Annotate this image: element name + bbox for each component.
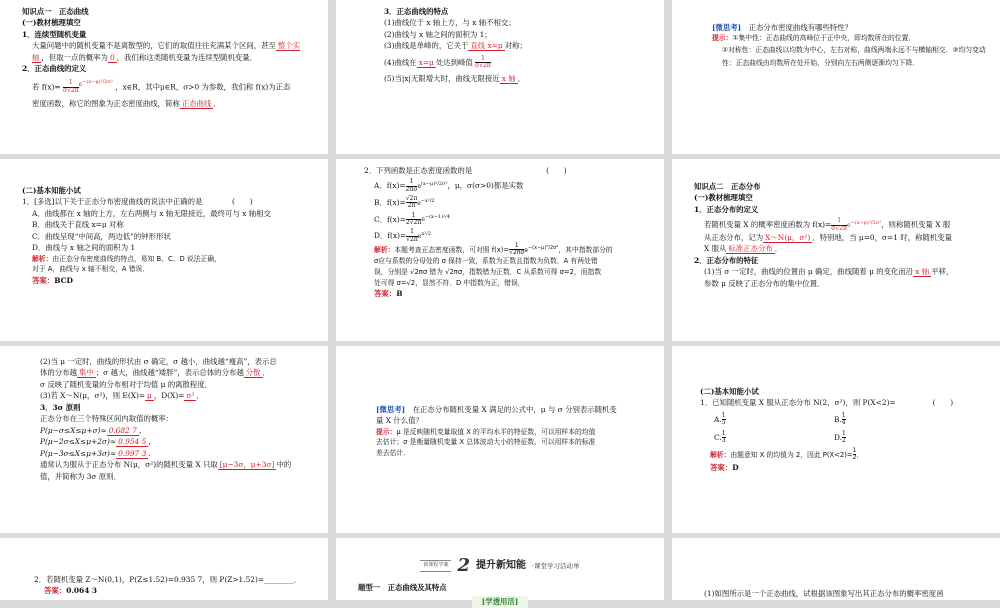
punctuation: ． — [517, 74, 526, 84]
hint-label: 提示： — [376, 427, 397, 436]
hint-text: 去估计；σ 是衡量随机变量 X 总体波动大小的特征数，可以用样本的标准 — [376, 438, 596, 447]
slide-normal-curve-features — [336, 0, 664, 154]
subsection-heading: (一)教材梳理填空 — [22, 18, 81, 28]
paragraph-text: 值，并简称为 3σ 原则． — [40, 471, 121, 481]
paragraph-text: ．特别地，当 μ=0，σ=1 时，称随机变量 — [812, 233, 953, 242]
slide-quick-test-4 — [0, 538, 328, 600]
hint-label: 提示： — [712, 34, 733, 43]
item-heading: 3．正态曲线的特点 — [384, 7, 449, 16]
exponent-glyph: e−(x−μ)²/2σ² — [78, 78, 113, 88]
fill-blank: 0.954 5 — [118, 437, 147, 447]
question-text: 在正态分布随机变量 X 满足的公式中，μ 与 σ 分别表示随机变 — [412, 405, 617, 414]
analysis-label: 解析： — [374, 245, 395, 254]
analysis-fraction — [853, 448, 857, 462]
analysis-label: 解析： — [32, 254, 53, 263]
question-text: 1．已知随机变量 X 服从正态分布 N(2，σ²)，则 P(X<2)= — [700, 398, 896, 408]
option-fraction — [722, 413, 726, 427]
denominator: 2 — [852, 454, 857, 462]
answer-label: 答案： — [374, 289, 397, 299]
analysis-text: 由正态分布密度曲线的特点，易知 B、C、D 说法正确， — [52, 254, 221, 263]
paragraph-text: 大量问题中的随机变量不是离散型的，它们的取值往往充满某个区间，甚至 — [32, 41, 276, 51]
numerator: 1 — [852, 447, 857, 455]
answer-label: 答案： — [44, 586, 67, 596]
section-title: 知识点二 正态分布 — [694, 182, 761, 191]
brand-logo: 新课程学案 — [420, 560, 451, 572]
paragraph-text: (1)当 σ 一定时，曲线的位置由 μ 确定，曲线随着 μ 的变化而沿 — [704, 267, 914, 277]
denominator: 5 — [721, 419, 726, 427]
option-a: ，μ，σ(σ>0)都是实数 — [447, 181, 524, 191]
formula-fraction: $\frac{1}{2√2\pi}$ — [405, 211, 422, 226]
slide-quick-test-3: (二)基本知能小试 1．已知随机变量 X 服从正态分布 N(2，σ²)，则 P(X<2)= ( ) A. $\frac{1}{5}$ B. $\frac{1}{4}$ C. $\frac{1}{3}$ D. $\frac{1}{2}$ 解析：由题意知 X 的均值为 2，因此 P(X<2)= $\frac{1}{2}$ ． 答案：D — [672, 346, 1000, 533]
question-text: 正态分布密度曲线有哪些特性？ — [748, 23, 853, 32]
option-c: C．曲线呈现“中间高，两边低”的钟形形状 — [32, 231, 171, 241]
answer-value: 0.064 3 — [66, 586, 98, 596]
paragraph-text: ，x∈R，其中μ∈R，σ>0 为参数，我们称 f(x)为正态 — [115, 82, 291, 92]
option-d: D．曲线与 x 轴之间的面积为 1 — [32, 243, 136, 253]
formula-fraction: $\frac{√2\pi}{2\pi}$ — [405, 195, 418, 210]
slide-normal-distribution: 知识点二 正态分布 (一)教材梳理填空 1．正态分布的定义 若随机变量 X 的概率密度函数为 f(x)= $\frac{1}{\sigma√2\pi}$ $e^{-(x-\mu)^2/2\sigma^2}$，则称随机变量 X 服 从正态分布，记为 X～N(μ，σ²) ．特别地，当 μ=0，σ=1 时，称随机变量 X 服从 标准正态分布 ． 2．正态分布的特征 (1)当 σ 一定时，曲线的位置由 μ 确定，曲线随着 μ 的变化而沿 x 轴 平移， 参数 μ 反映了正态分布的集中位置． — [672, 159, 1000, 341]
numerator: 1 — [841, 411, 846, 419]
option-b: B．f(x)= — [374, 197, 406, 207]
chapter-number: 2 — [457, 555, 470, 576]
answer-label: 答案： — [710, 462, 733, 472]
item-heading: 1．连续型随机变量 — [22, 29, 87, 39]
section-tag: [学透用活] — [472, 596, 529, 607]
formula-fraction: $\frac{1}{√2\pi\sigma}$ — [509, 241, 525, 257]
peak-formula: $\frac{1}{\sigma√2\pi}$ — [475, 54, 491, 70]
punctuation: ． — [262, 368, 270, 378]
section-title: 知识点一 正态曲线 — [22, 7, 89, 16]
option-a — [714, 413, 834, 427]
paragraph-text: 平移， — [931, 267, 954, 277]
analysis-text: σ应与系数的分母处的 σ 保持一致，系数为正数且指数为负数．A 有两处错 — [374, 257, 598, 266]
option-c: C．f(x)= — [374, 214, 406, 224]
fill-blank: μ — [147, 391, 152, 401]
item-heading: 3．3σ 原则 — [40, 402, 81, 412]
option-c — [714, 431, 834, 445]
density-formula: $\frac{1}{\sigma√2\pi}$ — [831, 217, 847, 232]
subsection-heading: (二)基本知能小试 — [22, 186, 81, 195]
item-heading: 2．正态分布的特征 — [694, 255, 759, 265]
numerator: 1 — [842, 429, 846, 437]
fill-blank: 标准正态分布 — [728, 244, 773, 254]
paragraph-text: ，D(X)= — [153, 391, 185, 401]
subsection-heading: (一)教材梳理填空 — [694, 193, 753, 203]
option-b: B．曲线关于直线 x=μ 对称 — [32, 220, 124, 230]
item-heading: 1．正态分布的定义 — [694, 204, 759, 214]
fill-blank: 集中 — [78, 368, 94, 378]
option-a: A．f(x)= — [374, 181, 406, 191]
analysis-text: 对于 A，曲线与 x 轴不相交，A 错误． — [32, 265, 150, 274]
paragraph-text: 参数 μ 反映了正态分布的集中位置． — [704, 278, 825, 288]
option-letter: B. — [834, 414, 842, 424]
option-a: A．曲线都在 x 轴的上方，左右两侧与 x 轴无限接近，最终可与 x 轴相交 — [32, 208, 271, 218]
option-b — [834, 413, 846, 427]
answer-value: D — [732, 462, 739, 472]
paragraph-text: 正态分布在三个特殊区间内取值的概率： — [40, 414, 174, 424]
formula-fraction: $\frac{1}{2\pi\sigma}$ — [405, 178, 418, 193]
answer-paren: ( ) — [932, 398, 954, 408]
analysis-text: 本题考查正态密度函数，可对照 f(x)= — [394, 245, 510, 254]
question-text: (1)如图所示是一个正态曲线，试根据该图象写出其正态分布的概率密度函 — [704, 589, 944, 598]
slide-micro-thinking-2 — [336, 346, 664, 533]
slide-3sigma-rule: (2)当 μ 一定时，曲线的形状由 σ 确定，σ 越小，曲线越“瘦高”，表示总 体的分布越 集中 ；σ 越大，曲线越“矮胖”，表示总体的分布越 分散 ． σ 反映了随机变量的分布相对于均值 μ 的离散程度． (3)若 X～N(μ，σ²)，则 E(X)= μ ，D(X)= σ² ． 3．3σ 原则 正态分布在三个特殊区间内取值的概率： P(μ−σ≤X≤μ+σ)≈ 0.682 7 ， P(μ−2σ≤X≤μ+2σ)≈ 0.954 5 ， P(μ−3σ≤X≤μ+3σ)≈ 0.997 3 ． 通常认为服从于正态分布 N(μ，σ²)的随机变量 X 只取 [μ−3σ，μ+3σ] 中的 值，并简称为 3σ 原则． — [0, 346, 328, 533]
denominator: 2 — [842, 436, 846, 444]
paragraph-text: σ 反映了随机变量的分布相对于均值 μ 的离散程度． — [40, 379, 213, 389]
analysis-text: 处可得 σ=√2，显然不符．D 中指数为正，错误． — [374, 278, 525, 287]
punctuation: ． — [774, 244, 783, 254]
paragraph-text: (3)若 X～N(μ，σ²)，则 E(X)= — [40, 391, 146, 401]
paragraph-text: 中的 — [276, 460, 292, 470]
question-text: 2．若随机变量 Z～N(0,1)，P(Z≤1.52)=0.935 7，则 P(Z>1.52)=________． — [34, 575, 302, 584]
analysis-text: 误，分别是 √2πσ 错为 √2πσ，指数错为正数．C 从系数可得 σ=2，而指数 — [374, 267, 602, 276]
slide-quick-test-2: 2．下列函数是正态密度函数的是 ( ) A．f(x)= $\frac{1}{2\pi\sigma}$ $e^{(x-\mu)^2/2\sigma^2}$，μ，σ(σ>0)都是实数 B．f(x)= $\frac{√2\pi}{2\pi}$ $e^{-x^2/2}$ C．f(x)= $\frac{1}{2√2\pi}$ $e^{-(x-1)^2/4}$ D．f(x)= $\frac{1}{√2\pi}$ $e^{x^2/2}$ 解析：本题考查正态密度函数，可对照 f(x)= $\frac{1}{√2\pi\sigma}$ $e^{-(x-\mu)^2/2\sigma^2}$，其中指数部分的 σ应与系数的分母处的 σ 保持一致，系数为正数且指数为负数．A 有两处错 误，分别是 √2πσ 错为 √2πσ，指数错为正数．C 从系数可得 σ=2，而指数 处可得 σ=√2，显然不符．D 中指数为正，错误． 答案：B — [336, 159, 664, 341]
formula-text: 若 f(x)= — [32, 82, 61, 92]
analysis-label: 解析： — [710, 450, 731, 459]
fill-blank: 分散 — [245, 368, 261, 378]
fill-blank: x=μ — [418, 57, 434, 67]
punctuation: ． — [196, 391, 204, 401]
fill-blank: x 轴 — [501, 74, 516, 84]
paragraph-text: ，但取一点的概率为 — [41, 52, 108, 62]
question-text: 1．[多选]以下关于正态分布密度曲线的说法中正确的是 — [22, 197, 203, 207]
hint-text: μ 是反映随机变量取值 X 的平均水平的特征数，可以用样本的均值 — [396, 427, 596, 436]
paragraph-text: ；σ 越大，曲线越“矮胖”，表示总体的分布越 — [95, 368, 244, 378]
analysis-text: 由题意知 X 的均值为 2，因此 P(X<2)= — [730, 450, 853, 459]
density-formula: $\frac{1}{\sigma√2\pi}$ — [62, 79, 79, 94]
paragraph-text: X 服从 — [704, 244, 727, 254]
hint-text: ②对称性：正态曲线以均数为中心，左右对称，曲线两端永远不与横轴相交．③均匀变动性：正态曲线由均数所在处开始，分别向左右两侧逐渐均匀下降． — [722, 46, 986, 67]
item-heading: 2．正态曲线的定义 — [22, 64, 87, 74]
punctuation: ． — [213, 99, 221, 109]
feature-line: 对称； — [504, 41, 527, 51]
formula-fraction: $\frac{1}{√2\pi}$ — [406, 228, 418, 243]
topic-heading: 题型一 正态曲线及其特点 — [358, 582, 447, 592]
probability-line: P(μ−3σ≤X≤μ+3σ)≈ — [40, 448, 117, 458]
paragraph-text: (2)当 μ 一定时，曲线的形状由 σ 确定，σ 越小，曲线越“瘦高”，表示总 — [40, 357, 277, 366]
paragraph-text: 若随机变量 X 的概率密度函数为 f(x)= — [704, 220, 832, 230]
options-row-2 — [700, 431, 986, 445]
hint-text: ①集中性：正态曲线的高峰位于正中央，即均数所在的位置． — [732, 34, 916, 43]
slide-chapter-header — [336, 538, 664, 607]
micro-thinking-label: [微思考] — [376, 405, 406, 414]
fill-blank: σ² — [186, 391, 195, 401]
option-fraction — [722, 431, 726, 445]
denominator: 4 — [841, 419, 846, 427]
answer-value: BCD — [54, 275, 73, 285]
paragraph-text: 通常认为服从于正态分布 N(μ，σ²)的随机变量 X 只取 — [40, 460, 218, 470]
option-letter: A. — [714, 414, 722, 424]
feature-line: (2)曲线与 x 轴之间的面积为 1； — [384, 29, 492, 39]
probability-line: P(μ−2σ≤X≤μ+2σ)≈ — [40, 437, 117, 447]
fill-blank: 正态曲线 — [181, 99, 212, 109]
micro-thinking-label: [微思考] — [712, 23, 742, 32]
paragraph-text: ，则称随机变量 X 服 — [881, 220, 951, 230]
slide-micro-thinking — [672, 0, 1000, 154]
subsection-heading: (二)基本知能小试 — [700, 387, 759, 396]
fill-blank: X～N(μ，σ²) — [765, 233, 811, 242]
option-d: D．f(x)= — [374, 231, 407, 241]
slide-quick-test-1 — [0, 159, 328, 341]
question-text: 2．下列函数是正态密度函数的是 — [364, 166, 473, 175]
hint-text: 差去估计． — [376, 449, 410, 457]
fill-blank: x 轴 — [915, 267, 930, 277]
answer-label: 答案： — [32, 275, 55, 285]
paragraph-text: ，我们称这类随机变量为连续型随机变量． — [116, 52, 258, 62]
option-letter: D. — [834, 432, 843, 442]
analysis-text: ，其中指数部分的 — [558, 245, 613, 254]
option-fraction — [842, 431, 846, 445]
feature-line: (4)曲线在 — [384, 57, 417, 67]
chapter-subtitle: ·课堂学习活动单 — [531, 561, 580, 570]
feature-line: 处达到峰值 — [435, 57, 473, 67]
numerator: 1 — [721, 429, 726, 437]
option-letter: C. — [714, 432, 722, 442]
paragraph-text: 密度函数，称它的图象为正态密度曲线，简称 — [32, 99, 180, 109]
slide-example — [672, 538, 1000, 600]
option-d — [834, 431, 846, 445]
denominator: 3 — [721, 436, 726, 444]
answer-value: B — [396, 289, 403, 299]
chapter-banner — [336, 552, 664, 580]
fill-blank: 整个实轴 — [32, 41, 301, 62]
feature-line: (3)曲线是单峰的，它关于 — [384, 41, 469, 51]
option-fraction — [842, 413, 846, 427]
paragraph-text: 从正态分布，记为 — [704, 233, 764, 242]
fill-blank: 0.682 7 — [108, 425, 137, 435]
feature-line: (5)当|x|无限增大时，曲线无限接近 — [384, 74, 500, 84]
probability-line: P(μ−σ≤X≤μ+σ)≈ — [40, 425, 107, 435]
paragraph-text: 体的分布越 — [40, 368, 77, 378]
question-text: 量 X 什么值？ — [376, 416, 423, 426]
fill-blank: 0 — [109, 52, 115, 62]
options-row-1 — [700, 413, 986, 427]
answer-paren: ( ) — [232, 197, 253, 207]
numerator: 1 — [721, 411, 726, 419]
fill-blank: 直线 x=μ — [470, 41, 503, 51]
feature-line: (1)曲线位于 x 轴上方，与 x 轴不相交； — [384, 18, 516, 28]
chapter-title: 提升新知能 — [475, 560, 526, 572]
fill-blank: 0.997 3 — [118, 448, 147, 458]
slide-normal-curve-definition — [0, 0, 328, 154]
answer-paren: ( ) — [546, 166, 567, 175]
fill-blank: [μ−3σ，μ+3σ] — [219, 460, 275, 470]
